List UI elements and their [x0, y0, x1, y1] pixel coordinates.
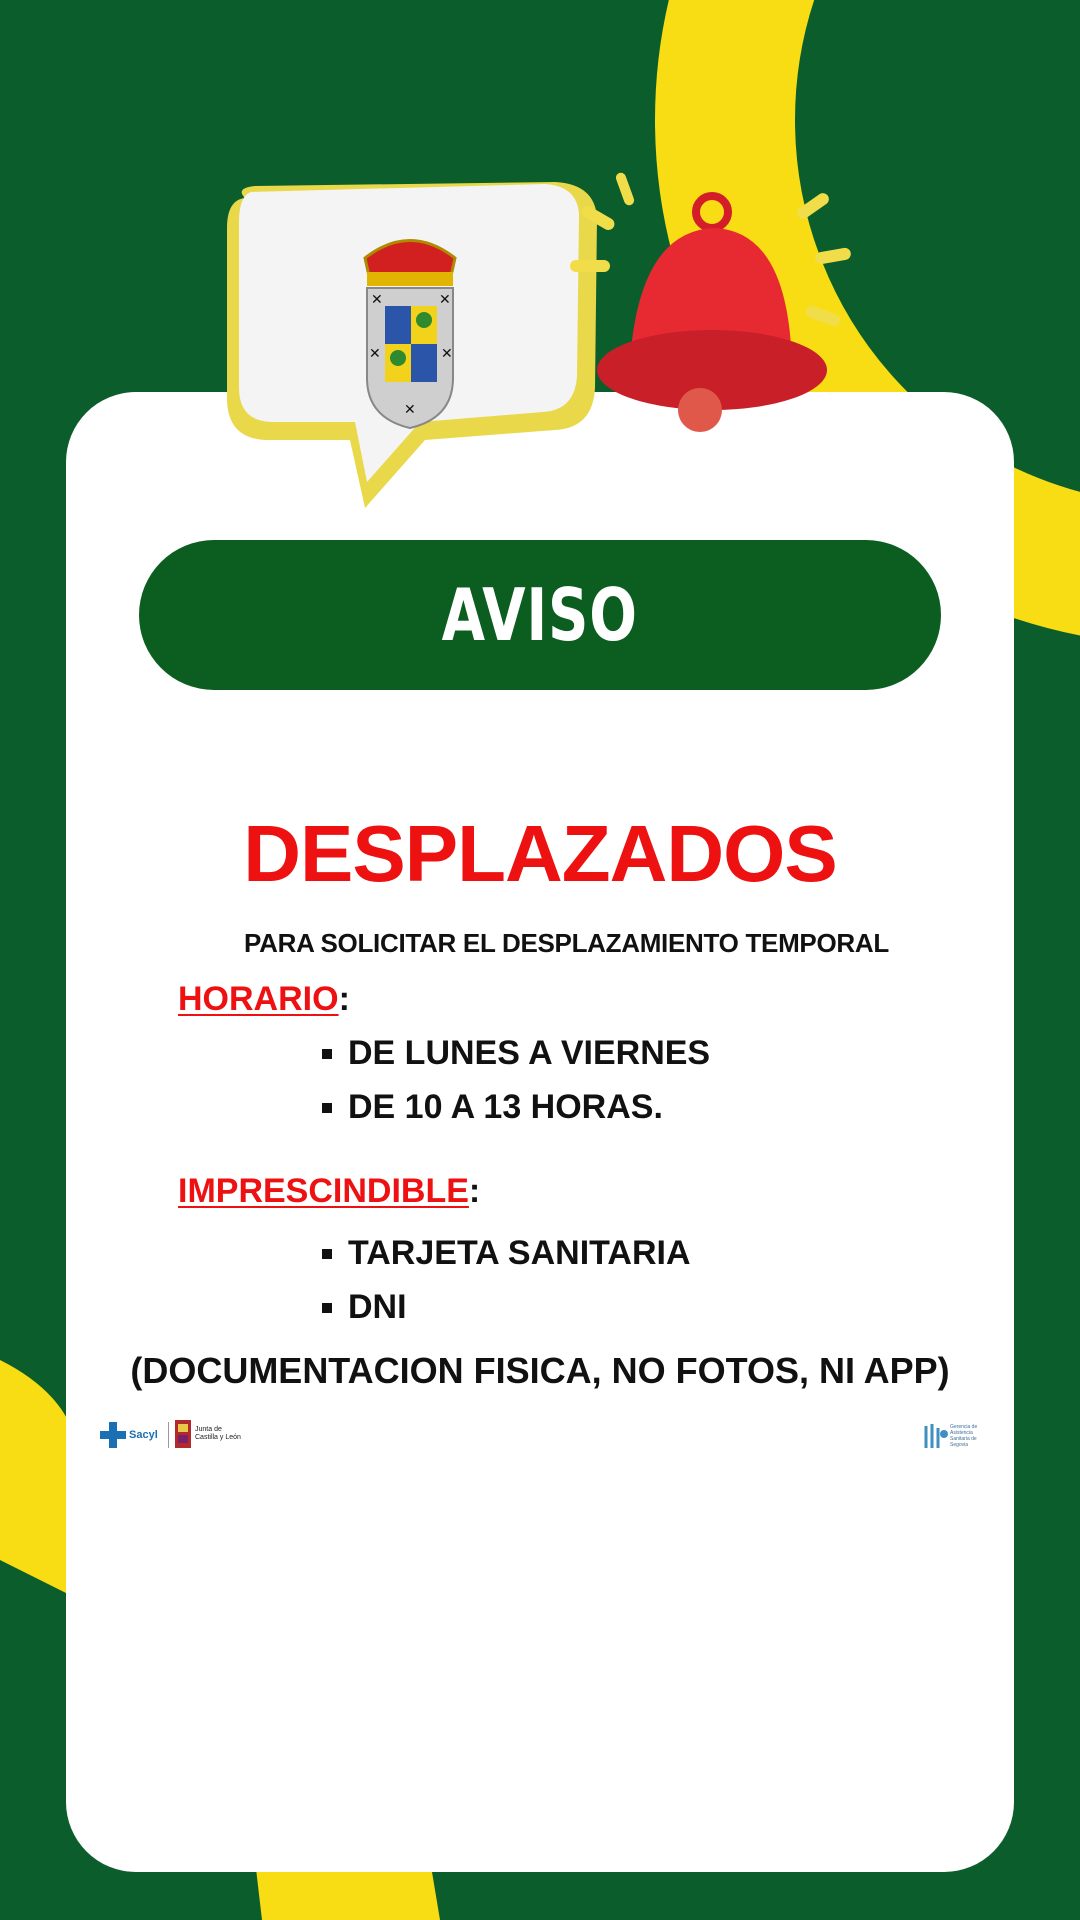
- schedule-heading-label: HORARIO: [178, 980, 339, 1018]
- gerencia-logo-line4: Segovia: [950, 1442, 969, 1448]
- gerencia-logo-line2: Asistencia: [950, 1430, 973, 1436]
- subtitle: PARA SOLICITAR EL DESPLAZAMIENTO TEMPORAL: [244, 928, 889, 958]
- coat-of-arms-icon: [365, 241, 455, 429]
- svg-text:✕: ✕: [369, 345, 381, 361]
- gerencia-logo-line1: Gerencia de: [950, 1424, 978, 1430]
- junta-logo: [175, 1420, 241, 1448]
- sacyl-logo: [100, 1422, 169, 1448]
- bullet-square-icon: [322, 1249, 332, 1259]
- svg-text:✕: ✕: [439, 291, 451, 307]
- list-item-text: TARJETA SANITARIA: [348, 1234, 691, 1272]
- list-item: [322, 1234, 691, 1273]
- banner-label: AVISO: [441, 573, 639, 657]
- list-item-text: DE LUNES A VIERNES: [348, 1034, 711, 1072]
- svg-text:✕: ✕: [371, 291, 383, 307]
- list-item: [322, 1088, 663, 1127]
- gerencia-emblem-icon: [922, 1422, 948, 1450]
- bullet-square-icon: [322, 1049, 332, 1059]
- required-heading: [178, 1172, 480, 1211]
- svg-text:✕: ✕: [404, 401, 416, 417]
- logo-divider: [168, 1422, 169, 1448]
- list-item-text: DE 10 A 13 HORAS.: [348, 1088, 663, 1126]
- list-item: [322, 1288, 407, 1327]
- gerencia-logo: [922, 1422, 977, 1450]
- junta-logo-line2: Castilla y León: [195, 1434, 241, 1441]
- bullet-square-icon: [322, 1303, 332, 1313]
- junta-shield-icon: [175, 1420, 191, 1448]
- required-heading-label: IMPRESCINDIBLE: [178, 1172, 469, 1210]
- gerencia-logo-line3: Sanitaria de: [950, 1436, 977, 1442]
- bullet-square-icon: [322, 1103, 332, 1113]
- list-item: [322, 1034, 710, 1073]
- junta-logo-line1: Junta de: [195, 1426, 222, 1433]
- aviso-banner: [139, 540, 941, 690]
- page-title: DESPLAZADOS: [243, 809, 837, 898]
- bell-icon: [540, 160, 870, 460]
- schedule-heading: [178, 980, 350, 1019]
- documentation-note: (DOCUMENTACION FISICA, NO FOTOS, NI APP): [130, 1350, 950, 1391]
- sacyl-logo-text: Sacyl: [129, 1429, 158, 1441]
- required-heading-suffix: :: [468, 1172, 481, 1210]
- list-item-text: DNI: [348, 1288, 407, 1326]
- svg-text:✕: ✕: [441, 345, 453, 361]
- schedule-heading-suffix: :: [338, 980, 350, 1018]
- sacyl-cross-icon: [100, 1422, 126, 1448]
